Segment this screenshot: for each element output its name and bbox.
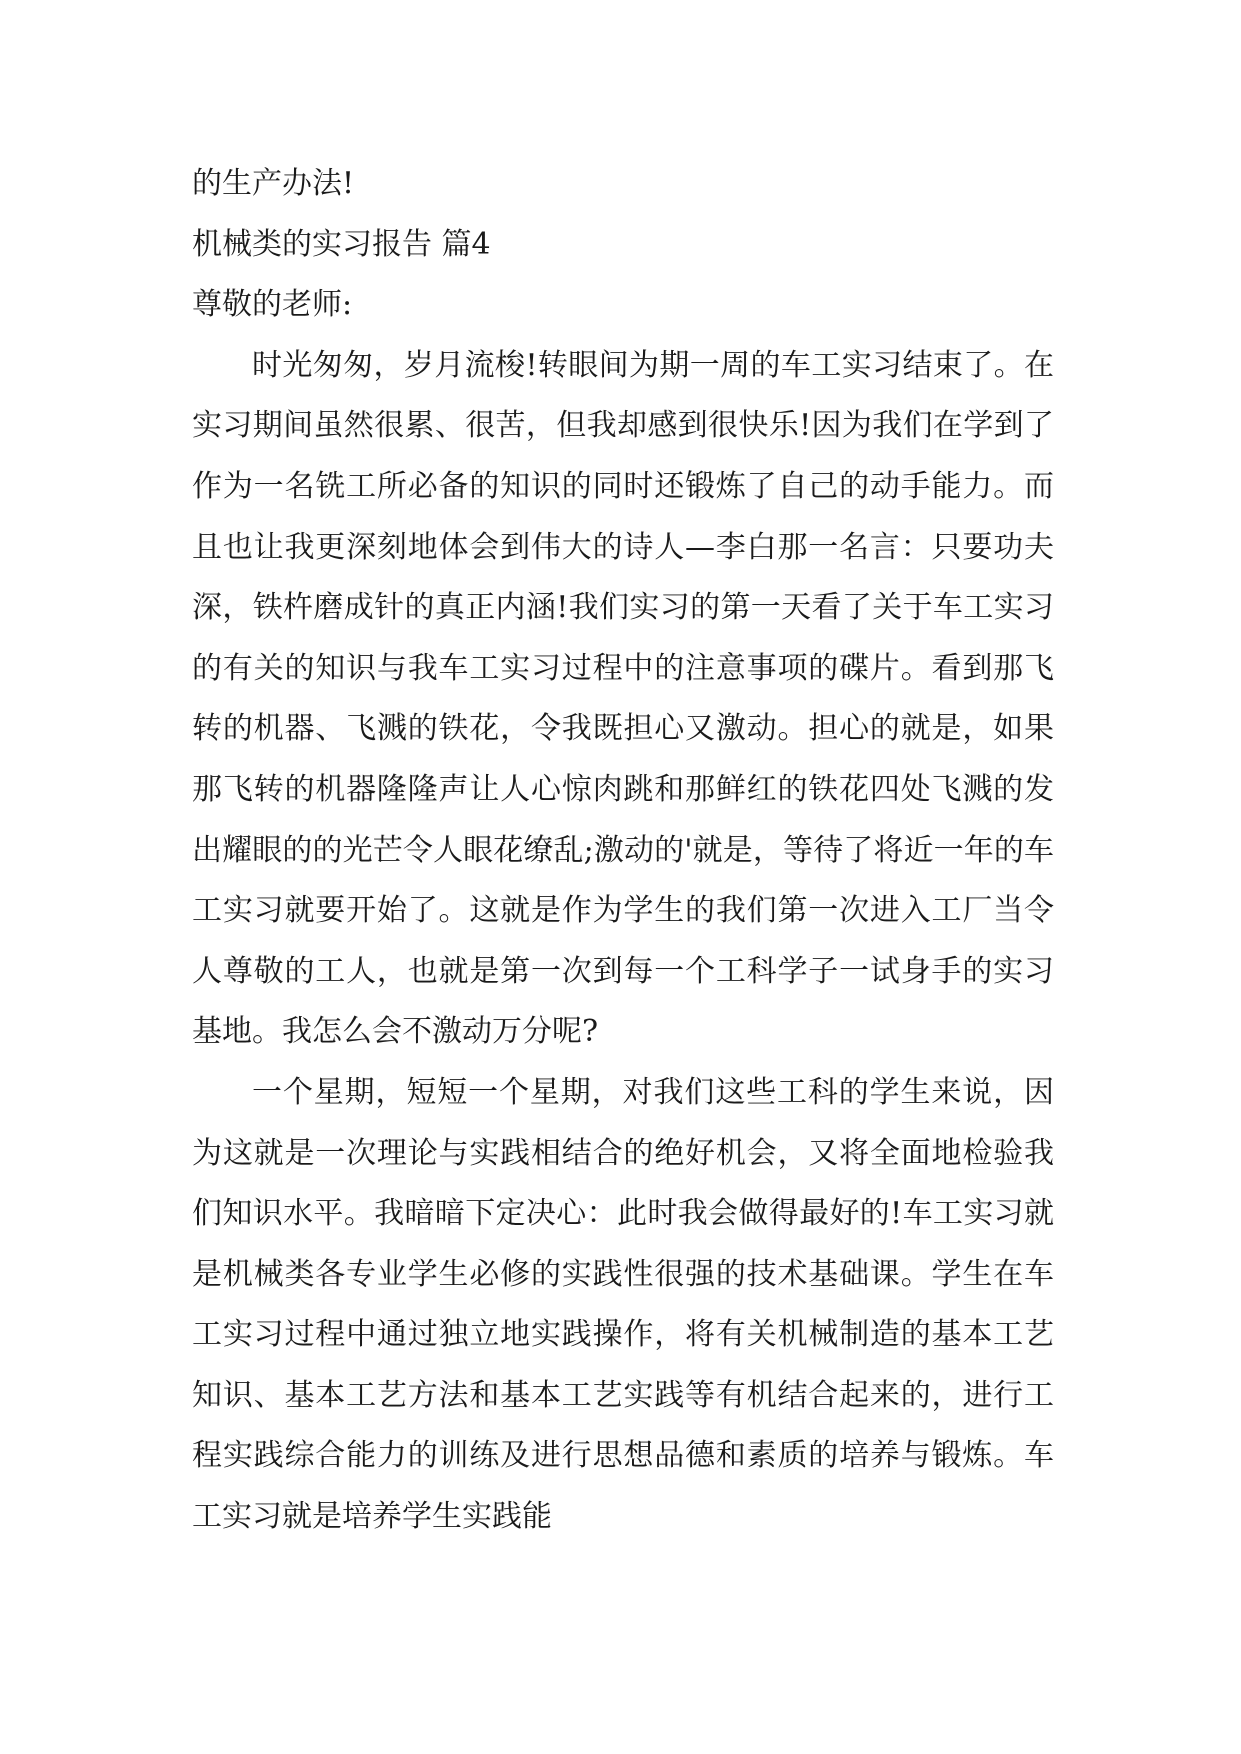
body-paragraph: 时光匆匆，岁月流梭!转眼间为期一周的车工实习结束了。在实习期间虽然很累、很苦，但我却感到很快乐!因为我们在学到了作为一名铣工所必备的知识的同时还锻炼了自己的动手能力。而且也让我更深刻地体会到伟大的诗人—李白那一名言：只要功夫深，铁杵磨成针的真正内涵!我们实习的第一天看了关于车工实习的有关的知识与我车工实习过程中的注意事项的碟片。看到那飞转的机器、飞溅的铁花，令我既担心又激动。担心的就是，如果那飞转的机器隆隆声让人心惊肉跳和那鲜红的铁花四处飞溅的发出耀眼的的光芒令人眼花缭乱;激动的'就是，等待了将近一年的车工实习就要开始了。这就是作为学生的我们第一次进入工厂当令人尊敬的工人，也就是第一次到每一个工科学子一试身手的实习基地。我怎么会不激动万分呢? xyxy=(192,347,1054,1050)
body-paragraph: 一个星期，短短一个星期，对我们这些工科的学生来说，因为这就是一次理论与实践相结合的绝好机会，又将全面地检验我们知识水平。我暗暗下定决心：此时我会做得最好的!车工实习就是机械类各专业学生必修的实践性很强的技术基础课。学生在车工实习过程中通过独立地实践操作，将有关机械制造的基本工艺知识、基本工艺方法和基本工艺实践等有机结合起来的，进行工程实践综合能力的训练及进行思想品德和素质的培养与锻炼。车工实习就是培养学生实践能 xyxy=(192,1074,1054,1535)
salutation: 尊敬的老师: xyxy=(192,287,353,323)
intro-fragment: 的生产办法! xyxy=(192,166,355,201)
document-body xyxy=(192,154,1054,1548)
document-title: 机械类的实习报告 篇4 xyxy=(192,226,491,262)
